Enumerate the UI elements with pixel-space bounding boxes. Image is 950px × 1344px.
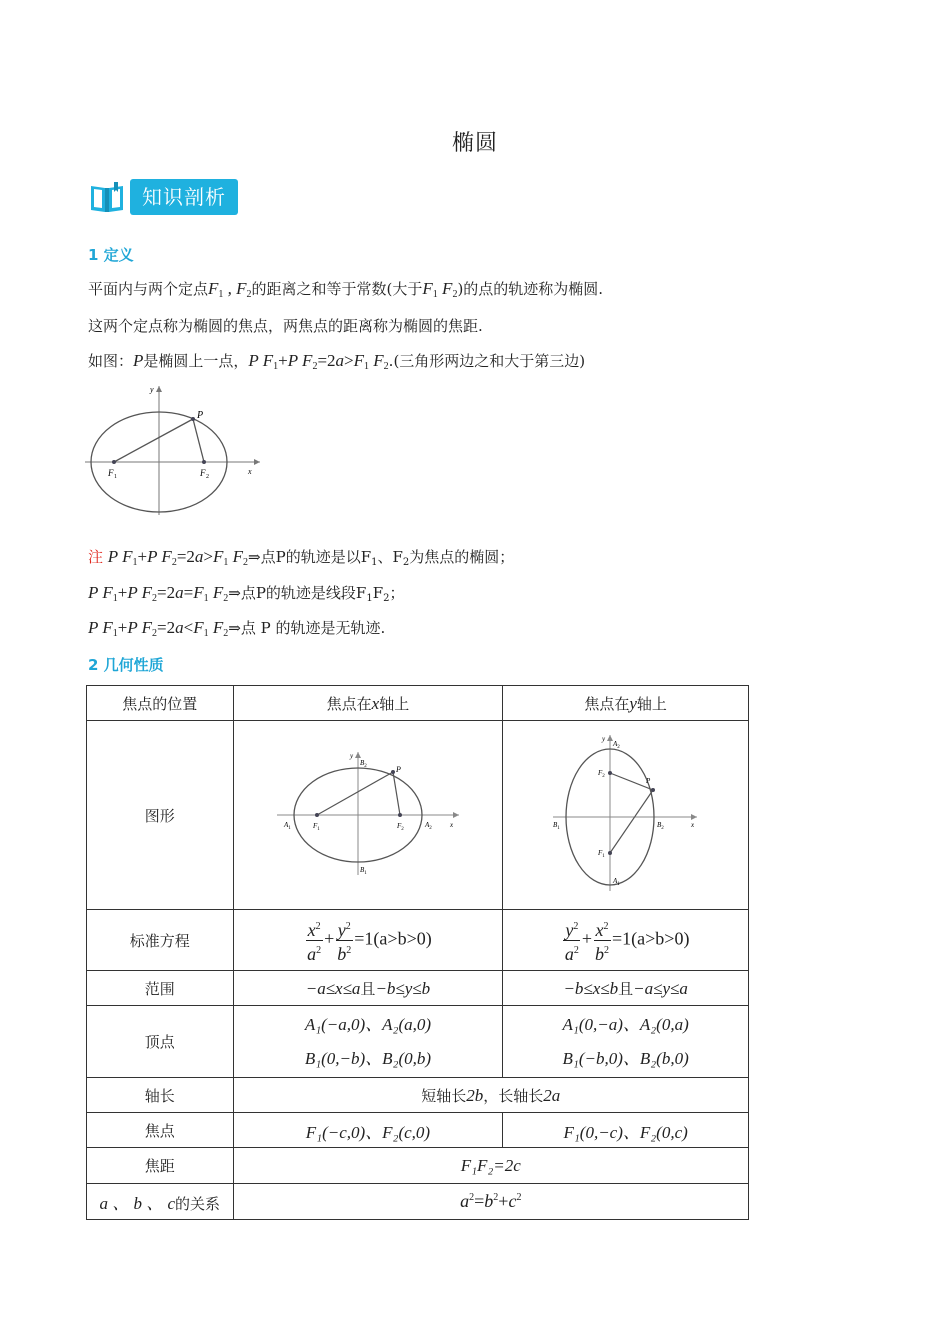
- row-label: 范围: [87, 971, 234, 1006]
- focus-x: F₁(−c,0)、F₂(c,0): [233, 1113, 503, 1148]
- table-row: [87, 910, 749, 971]
- section-heading-properties: 2 几何性质: [88, 656, 164, 674]
- definition-line-3: 如图：P是椭圆上一点，P $F_1+P$ $F_2=2a>F_1$ $F_2$.(三角形两边之和大于第三边): [88, 351, 586, 372]
- header-cell: 焦点在x轴上: [233, 686, 503, 721]
- table-row: [87, 1148, 749, 1184]
- page-title: 椭圆: [451, 131, 498, 156]
- equation-y: $\frac{y^2}{a^2}$ + $\frac{x^2}{b^2}$ =1(a>b>0): [503, 910, 749, 971]
- row-label: 图形: [87, 721, 234, 910]
- svg-text:A1: $A_1$: [612, 877, 620, 887]
- vertex-y: A₁(0,−a)、A₂(0,a) B₁(−b,0)、B₂(b,0): [503, 1006, 749, 1078]
- table-row: [87, 1078, 749, 1113]
- x-axis-ellipse-figure: [233, 721, 503, 910]
- svg-text:y: y: [601, 735, 605, 743]
- range-y: −b≤x≤b且−a≤y≤a: [503, 971, 749, 1006]
- section-heading-definition: 1 定义: [88, 246, 134, 264]
- svg-text:P: P: [197, 410, 204, 421]
- y-axis-ellipse-figure: [503, 721, 749, 910]
- focal-distance: F₁F₂=2c: [233, 1148, 748, 1184]
- section-banner: [88, 178, 238, 216]
- range-x: −a≤x≤a且−b≤y≤b: [233, 971, 503, 1006]
- svg-text:F1: $F_1$: [597, 849, 605, 859]
- vertex-x: A₁(−a,0)、A₂(a,0) B₁(0,−b)、B₂(0,b): [233, 1006, 503, 1078]
- svg-text:1: 1: [114, 474, 117, 480]
- svg-text:B2: $B_2$: [656, 821, 664, 831]
- open-book-icon: [88, 178, 126, 216]
- equation-x: $\frac{x^2}{a^2}$ + $\frac{y^2}{b^2}$ =1(a>b>0): [233, 910, 503, 971]
- table-row: [87, 721, 749, 910]
- focus-y: F₁(0,−c)、F₂(0,c): [503, 1113, 749, 1148]
- row-label: a 、 b 、 c的关系: [87, 1184, 234, 1220]
- svg-text:x: x: [248, 467, 252, 476]
- relation-formula: $a^2=b^2+c^2$: [233, 1184, 748, 1220]
- table-row: [87, 1006, 749, 1078]
- svg-text:B1: $B_1$: [552, 821, 560, 831]
- row-label: 标准方程: [87, 910, 234, 971]
- row-label: 焦点: [87, 1113, 234, 1148]
- banner-label: 知识剖析: [130, 179, 238, 215]
- table-row: [87, 971, 749, 1006]
- note-line-1: 注 P $F_1+P$ $F_2=2a>F_1$ $F_2\Rightarrow$点P的轨迹是以$F_1$、$F_2$为焦点的椭圆；: [88, 547, 515, 568]
- svg-text:F2: $F_2$: [396, 822, 404, 832]
- svg-text:2: 2: [206, 474, 209, 480]
- note-line-3: P $F_1+P$ $F_2=2a<F_1$ $F_2\Rightarrow$点 P 的轨迹是无轨迹.: [88, 618, 386, 639]
- svg-text:F2: $F_2$: [597, 769, 605, 779]
- svg-text:x: x: [690, 821, 694, 829]
- svg-text:A2: $A_2$: [424, 821, 432, 831]
- svg-text:A1: $A_1$: [283, 821, 291, 831]
- svg-text:y: y: [349, 752, 354, 760]
- svg-text:P: P: [395, 765, 401, 774]
- header-cell: 焦点的位置: [87, 686, 234, 721]
- table-row: [87, 1184, 749, 1220]
- svg-text:F1: $F_1$: [312, 822, 320, 832]
- row-label: 焦距: [87, 1148, 234, 1184]
- svg-text:P: P: [645, 777, 650, 785]
- note-line-2: P $F_1+P$ $F_2=2a=F_1$ $F_2\Rightarrow$点P的轨迹是线段$F_1F_2$；: [88, 583, 405, 604]
- definition-line-1: 平面内与两个定点$F_1$ , $F_2$的距离之和等于常数(大于$F_1$ $F_2$)的点的轨迹称为椭圆.: [88, 279, 604, 300]
- svg-text:F: F: [200, 468, 206, 478]
- svg-text:F: F: [108, 468, 114, 478]
- axis-length: 短轴长2b，长轴长2a: [233, 1078, 748, 1113]
- svg-text:x: x: [449, 821, 454, 829]
- row-label: 轴长: [87, 1078, 234, 1113]
- table-row: [87, 1113, 749, 1148]
- table-row: [87, 686, 749, 721]
- svg-text:B2: $B_2$: [359, 759, 367, 769]
- row-label: 顶点: [87, 1006, 234, 1078]
- definition-ellipse-figure: [80, 380, 270, 520]
- header-cell: 焦点在y轴上: [503, 686, 749, 721]
- svg-text:B1: $B_1$: [359, 866, 367, 876]
- properties-table: [86, 685, 749, 1220]
- svg-text:y: y: [150, 385, 154, 394]
- definition-line-2: 这两个定点称为椭圆的焦点，两焦点的距离称为椭圆的焦距.: [88, 317, 483, 335]
- svg-text:A2: $A_2$: [612, 740, 620, 750]
